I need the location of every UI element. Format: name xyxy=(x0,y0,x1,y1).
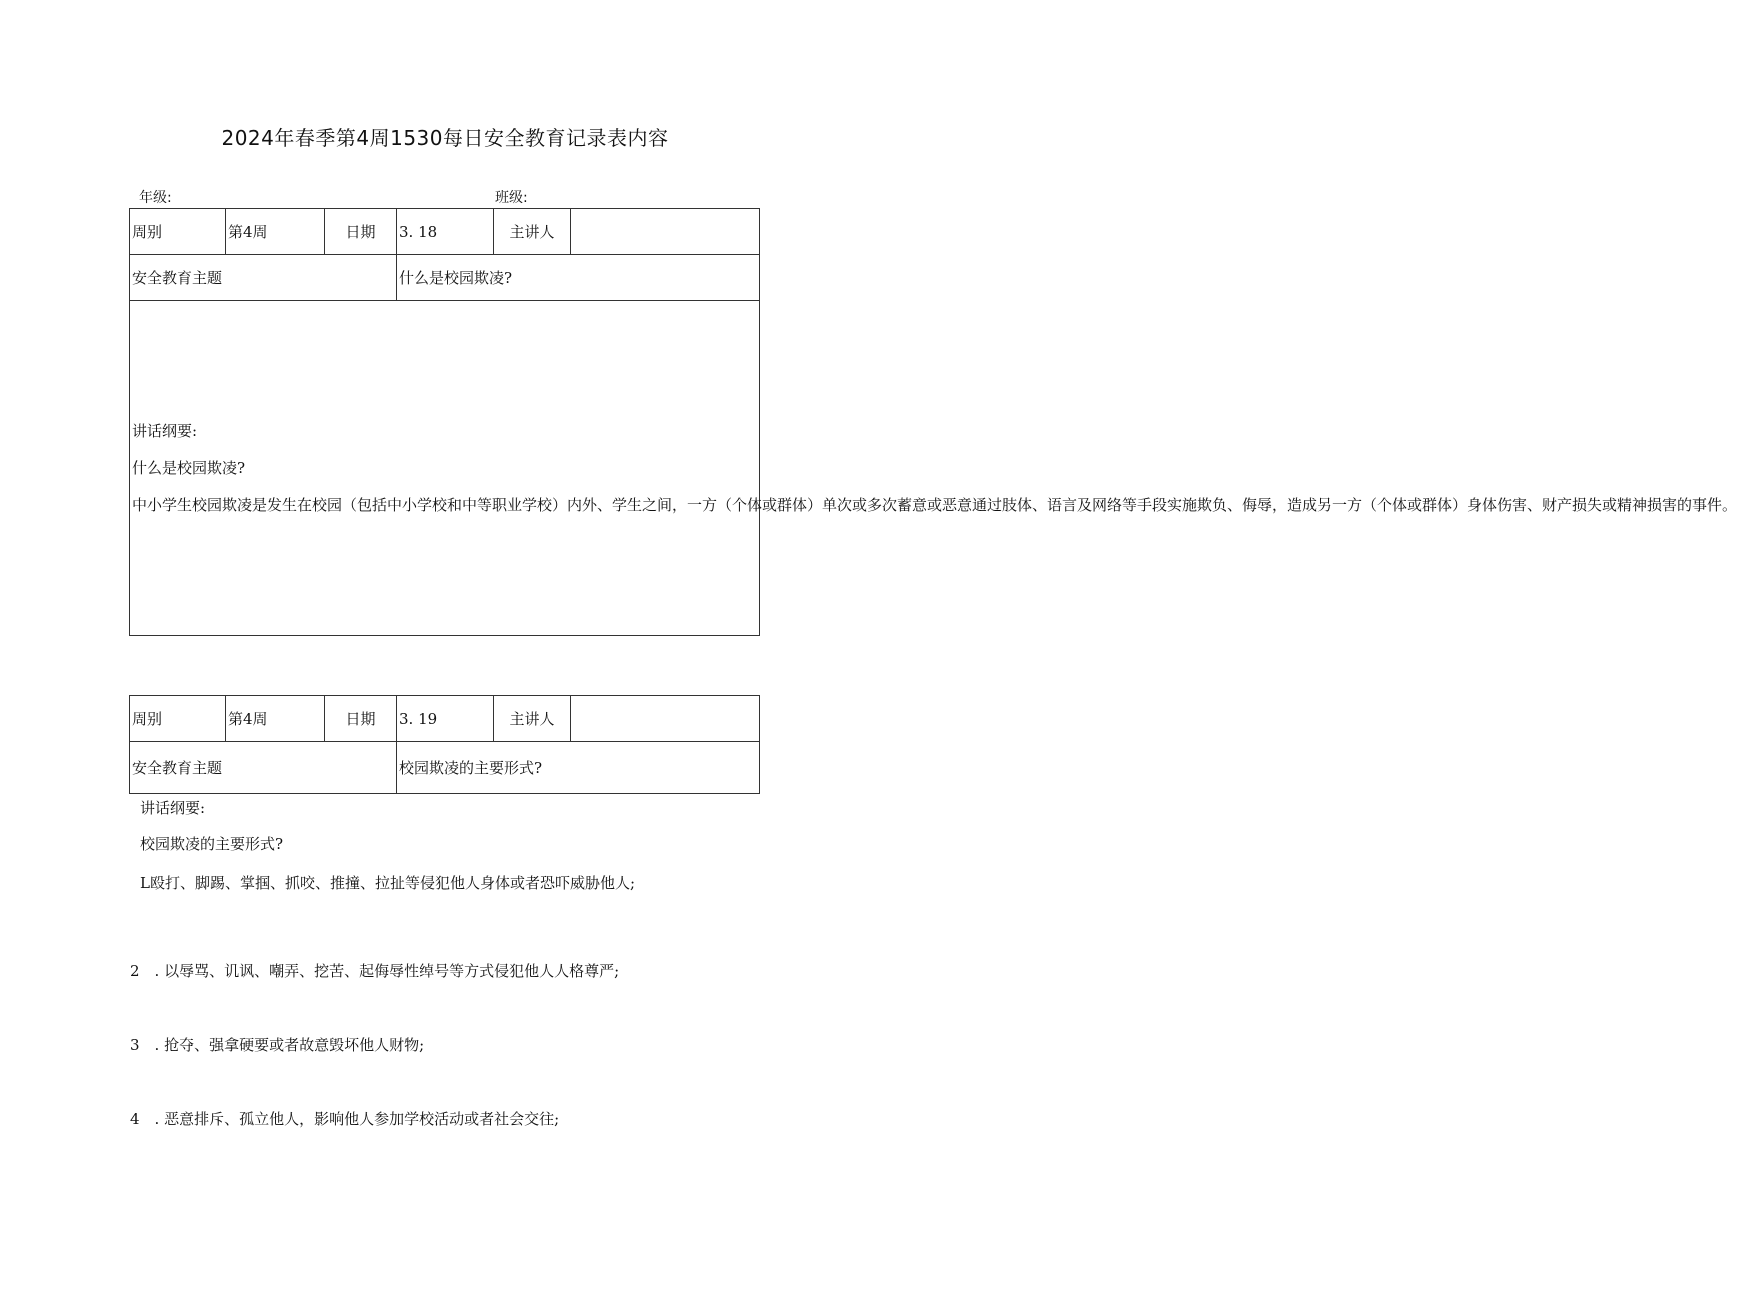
speaker-value xyxy=(571,696,760,742)
speaker-label: 主讲人 xyxy=(494,696,571,742)
record-table-2 xyxy=(129,695,760,794)
week-label: 周别 xyxy=(130,696,226,742)
topic-label: 安全教育主题 xyxy=(130,742,397,794)
date-label: 日期 xyxy=(325,209,397,255)
outline-question: 校园欺凌的主要形式? xyxy=(140,835,284,853)
date-label: 日期 xyxy=(325,696,397,742)
topic-value: 什么是校园欺凌? xyxy=(397,255,760,301)
list-item: 4 . 恶意排斥、孤立他人，影响他人参加学校活动或者社会交往; xyxy=(130,1110,560,1128)
week-value: 第4周 xyxy=(226,209,325,255)
topic-label: 安全教育主题 xyxy=(130,255,397,301)
outline-body: 中小学生校园欺凌是发生在校园（包括中小学校和中等职业学校）内外、学生之间，一方（个体或群体）单次或多次蓄意或恶意通过肢体、语言及网络等手段实施欺负、侮辱，造成另一方（个体或群体）身体伤害、财产损失或精神损害的事件。 xyxy=(132,496,1737,514)
speaker-value xyxy=(571,209,760,255)
date-value: 3. 18 xyxy=(397,209,494,255)
outline-label: 讲话纲要: xyxy=(140,799,206,817)
record-table-1 xyxy=(129,208,1737,636)
topic-value: 校园欺凌的主要形式? xyxy=(397,742,760,794)
list-item: L殴打、脚踢、掌掴、抓咬、推撞、拉扯等侵犯他人身体或者恐吓威胁他人; xyxy=(140,874,636,892)
list-item: 3 . 抢夺、强拿硬要或者故意毁坏他人财物; xyxy=(130,1036,425,1054)
outline-cell xyxy=(130,301,1737,636)
speaker-label: 主讲人 xyxy=(494,209,571,255)
grade-label: 年级: xyxy=(139,190,172,206)
class-label: 班级: xyxy=(495,190,528,206)
outline-question: 什么是校园欺凌? xyxy=(132,459,246,477)
list-item: 2 . 以辱骂、讥讽、嘲弄、挖苦、起侮辱性绰号等方式侵犯他人人格尊严; xyxy=(130,962,620,980)
date-value: 3. 19 xyxy=(397,696,494,742)
week-label: 周别 xyxy=(130,209,226,255)
week-value: 第4周 xyxy=(226,696,325,742)
outline-label: 讲话纲要: xyxy=(132,422,198,440)
page-title: 2024年春季第4周1530每日安全教育记录表内容 xyxy=(221,126,669,150)
